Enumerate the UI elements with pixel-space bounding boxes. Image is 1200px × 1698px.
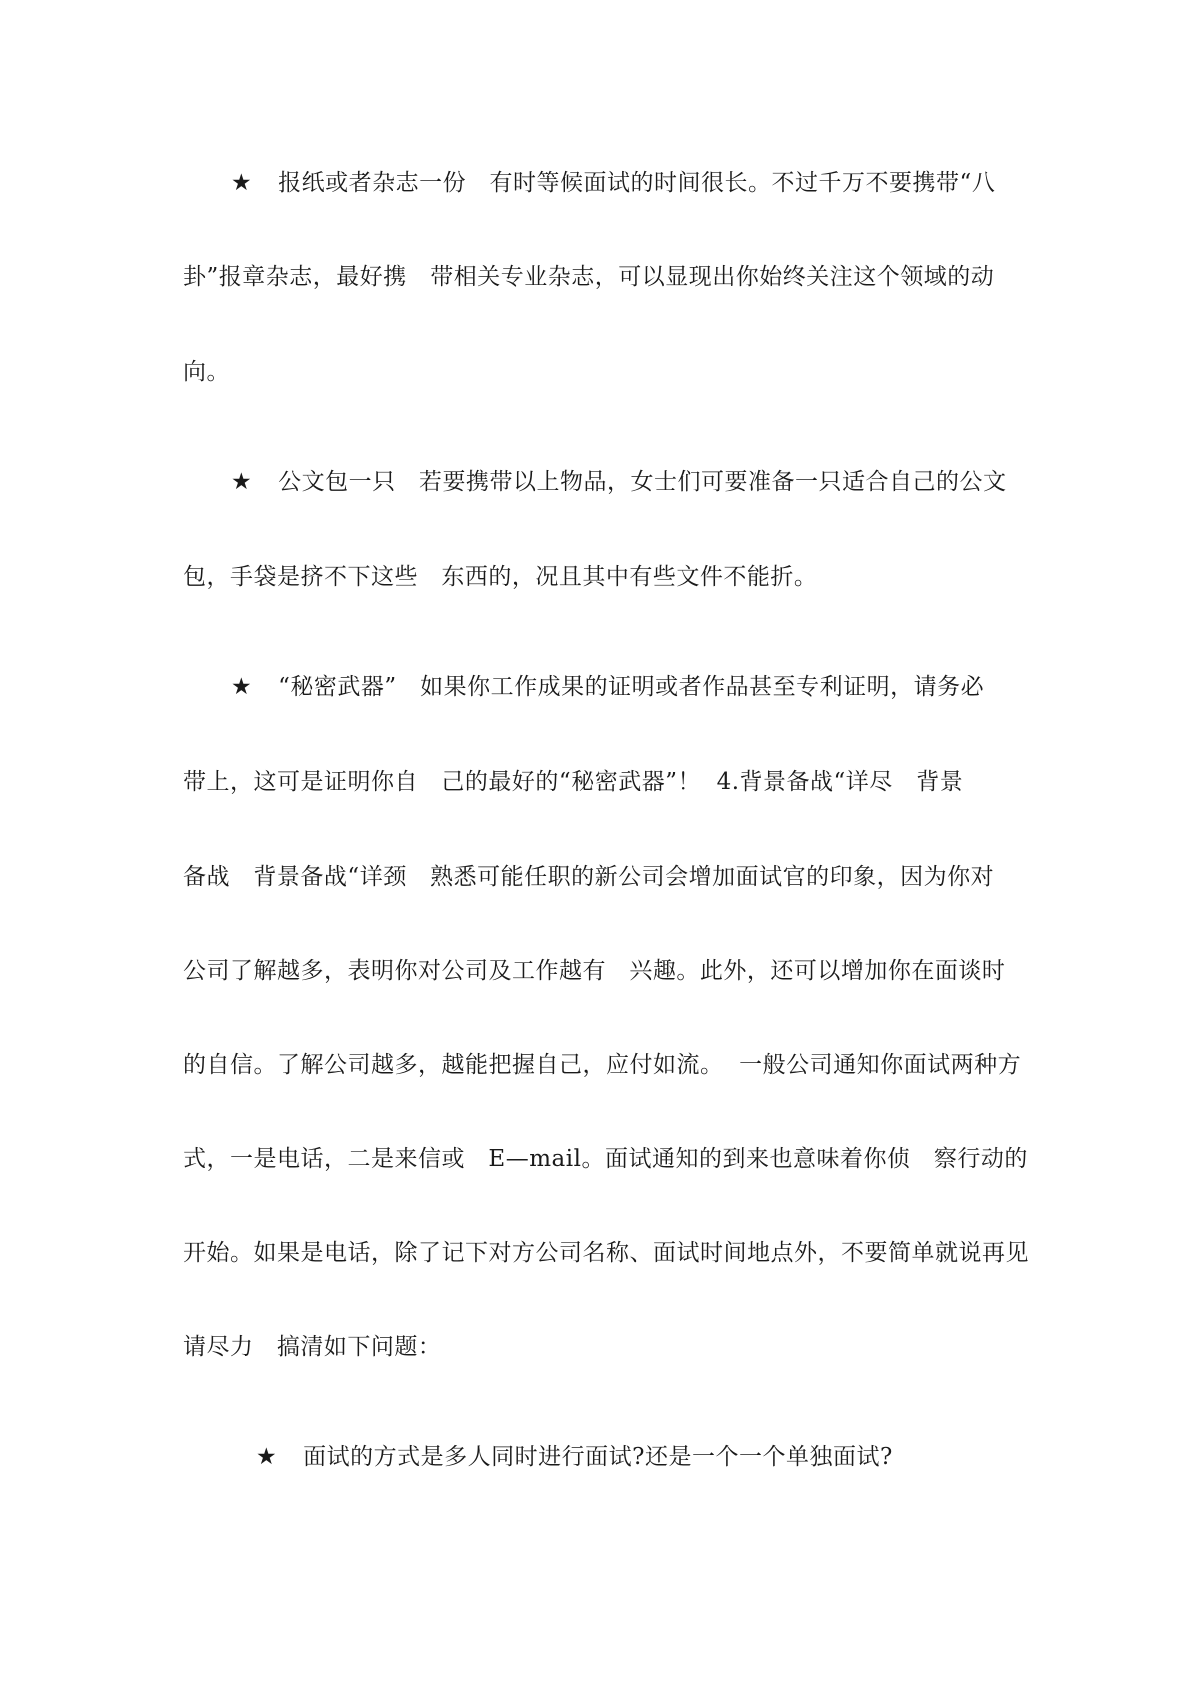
paragraph-2-text-1: 公文包一只 若要携带以上物品，女士们可要准备一只适合自己的公文 bbox=[278, 469, 1007, 495]
star-bullet-icon: ★ bbox=[231, 469, 253, 495]
paragraph-1-line-1 bbox=[183, 168, 1023, 198]
paragraph-3-line-7 bbox=[183, 1238, 1029, 1268]
paragraph-3-line-6 bbox=[183, 1144, 1028, 1174]
paragraph-3-line-8 bbox=[183, 1332, 1023, 1362]
paragraph-3-text-6: 式，一是电话，二是来信或 E—mail。面试通知的到来也意味着你侦 察行动的 bbox=[183, 1146, 1028, 1172]
paragraph-2-line-2 bbox=[183, 562, 1023, 592]
paragraph-3-line-5 bbox=[183, 1050, 1023, 1080]
paragraph-3-text-5: 的自信。了解公司越多，越能把握自己，应付如流。 一般公司通知你面试两种方 bbox=[183, 1052, 1022, 1078]
paragraph-3-text-8: 请尽力 搞清如下问题： bbox=[183, 1334, 442, 1360]
paragraph-3-text-4: 公司了解越多，表明你对公司及工作越有 兴趣。此外，还可以增加你在面谈时 bbox=[183, 958, 1006, 984]
paragraph-3-text-2: 带上，这可是证明你自 己的最好的“秘密武器”！ 4.背景备战“详尽 背景 bbox=[183, 769, 964, 795]
paragraph-3-text-3: 备战 背景备战“详颈 熟悉可能任职的新公司会增加面试官的印象，因为你对 bbox=[183, 864, 995, 890]
paragraph-4-line-1 bbox=[183, 1442, 1023, 1472]
paragraph-1-text-3: 向。 bbox=[183, 359, 230, 385]
star-bullet-icon: ★ bbox=[256, 1444, 278, 1470]
star-bullet-icon: ★ bbox=[231, 674, 253, 700]
paragraph-1-line-2 bbox=[183, 262, 1023, 292]
paragraph-3-line-4 bbox=[183, 956, 1023, 986]
paragraph-1-text-2: 卦”报章杂志，最好携 带相关专业杂志，可以显现出你始终关注这个领域的动 bbox=[183, 264, 995, 290]
paragraph-2-text-2: 包，手袋是挤不下这些 东西的，况且其中有些文件不能折。 bbox=[183, 564, 818, 590]
paragraph-1-text-1: 报纸或者杂志一份 有时等候面试的时间很长。不过千万不要携带“八 bbox=[278, 170, 996, 196]
paragraph-3-line-3 bbox=[183, 862, 1023, 892]
paragraph-3-text-7: 开始。如果是电话，除了记下对方公司名称、面试时间地点外，不要简单就说再见 bbox=[183, 1240, 1029, 1266]
star-bullet-icon: ★ bbox=[231, 170, 253, 196]
paragraph-2-line-1 bbox=[183, 467, 1023, 497]
paragraph-3-line-1 bbox=[183, 672, 1023, 702]
paragraph-3-line-2 bbox=[183, 767, 1023, 797]
paragraph-3-text-1: “秘密武器” 如果你工作成果的证明或者作品甚至专利证明，请务必 bbox=[278, 674, 985, 700]
paragraph-1-line-3 bbox=[183, 357, 1023, 387]
paragraph-4-text-1: 面试的方式是多人同时进行面试?还是一个一个单独面试? bbox=[303, 1444, 893, 1470]
